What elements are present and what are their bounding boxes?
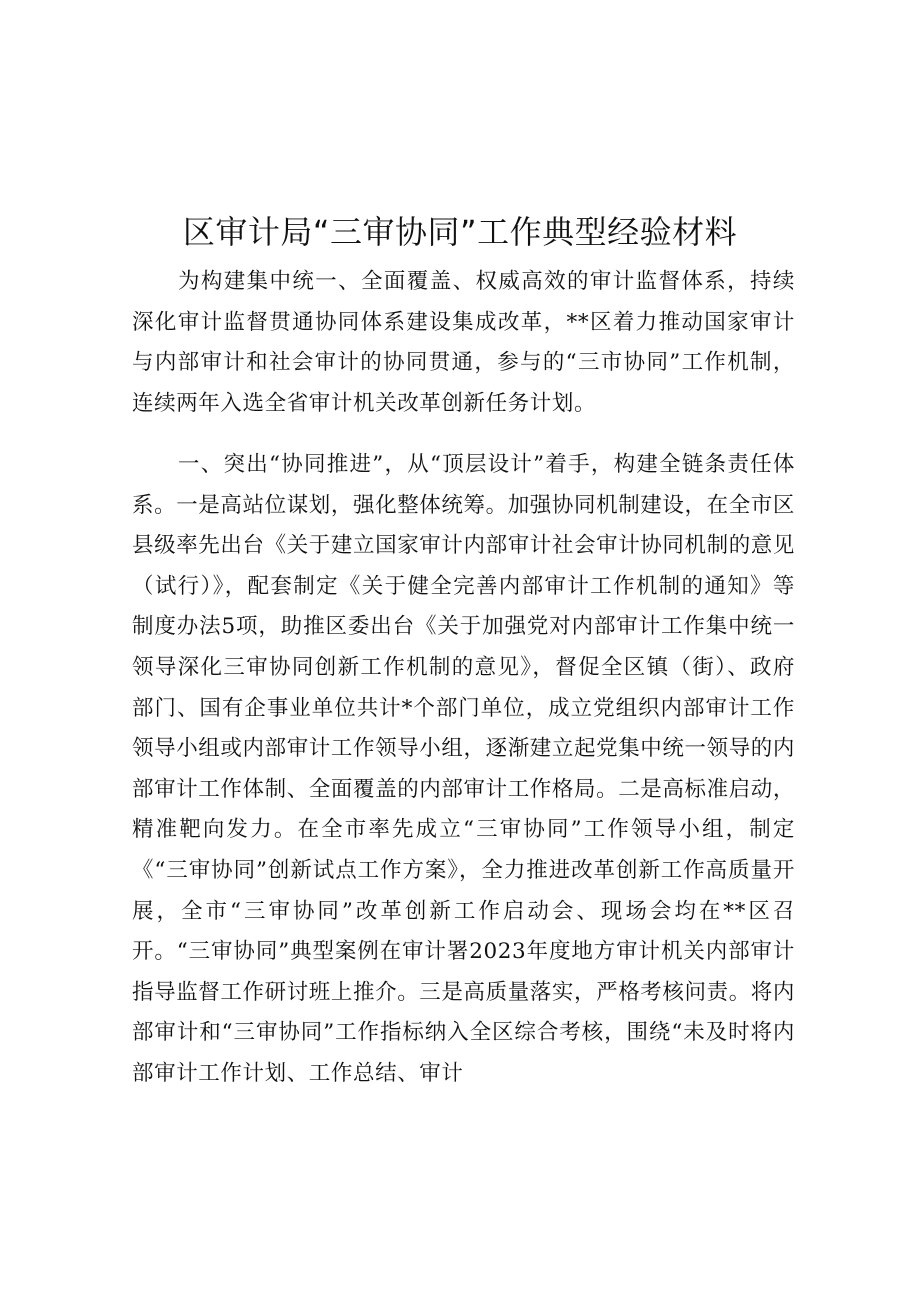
document-title: 区审计局“三审协同”工作典型经验材料 — [182, 213, 738, 251]
intro-paragraph: 为构建集中统一、全面覆盖、权威高效的审计监督体系，持续深化审计监督贯通协同体系建设集成改革，**区着力推动国家审计与内部审计和社会审计的协同贯通，参与的“三市协同”工作机制，连续两年入选全省审计机关改革创新任务计划。 — [132, 269, 795, 416]
section-one-paragraph: 一、突出“协同推进”，从“顶层设计”着手，构建全链条责任体系。一是高站位谋划，强化整体统筹。加强协同机制建设，在全市区县级率先出台《关于建立国家审计内部审计社会审计协同机制的意见（试行）》，配套制定《关于健全完善内部审计工作机制的通知》等制度办法5项，助推区委出台《关于加强党对内部审计工作集中统一领导深化三审协同创新工作机制的意见》，督促全区镇（街）、政府部门、国有企事业单位共计*个部门单位，成立党组织内部审计工作领导小组或内部审计工作领导小组，逐渐建立起党集中统一领导的内部审计工作体制、全面覆盖的内部审计工作格局。二是高标准启动，精准靶向发力。在全市率先成立“三审协同”工作领导小组，制定《“三审协同”创新试点工作方案》，全力推进改革创新工作高质量开展，全市“三审协同”改革创新工作启动会、现场会均在**区召开。“三审协同”典型案例在审计署2023年度地方审计机关内部审计指导监督工作研讨班上推介。三是高质量落实，严格考核问责。将内部审计和“三审协同”工作指标纳入全区综合考核，围绕“未及时将内部审计工作计划、工作总结、审计 — [132, 452, 796, 1086]
